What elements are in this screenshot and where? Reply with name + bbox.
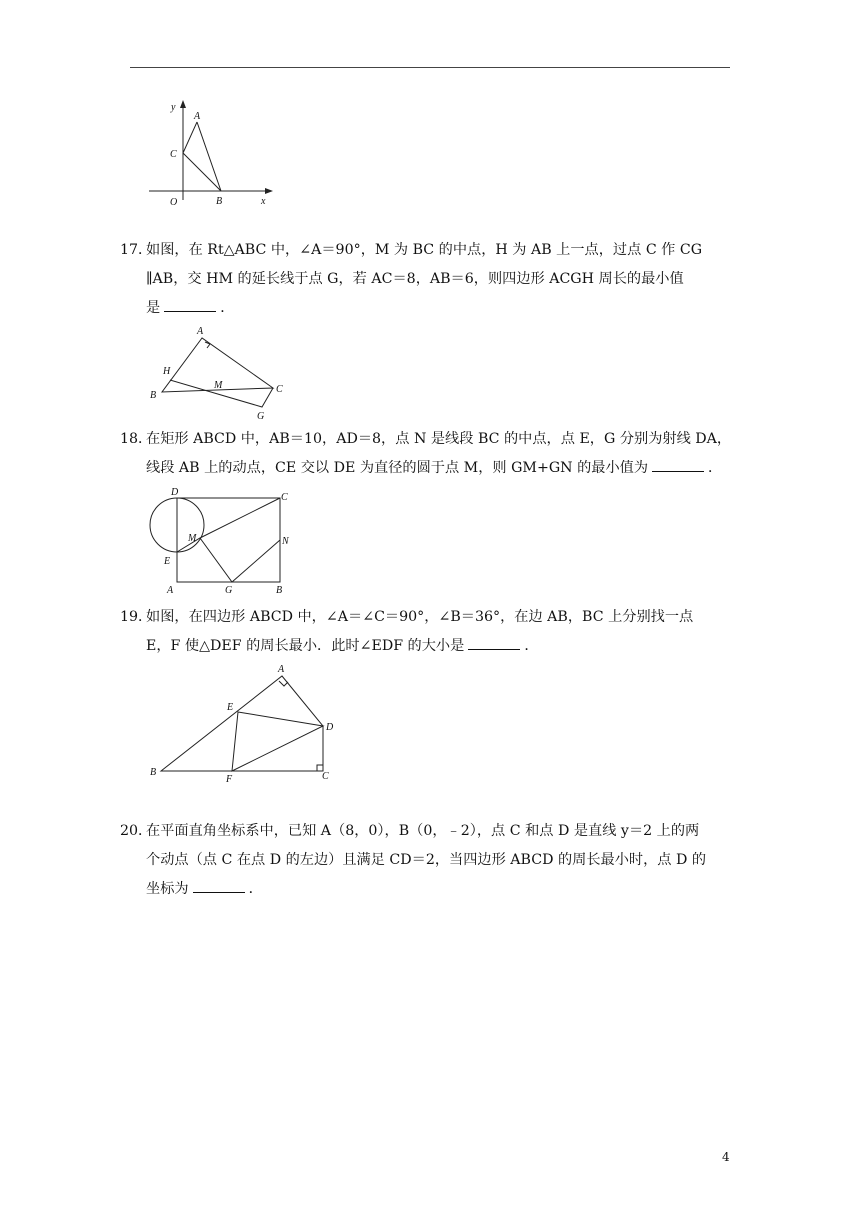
label-c: C xyxy=(281,492,288,503)
label-h: H xyxy=(163,366,171,377)
question-number: 20． xyxy=(120,823,153,839)
label-a: A xyxy=(278,664,285,675)
question-text-line: 如图，在 Rt△ABC 中，∠A＝90°，M 为 BC 的中点，H 为 AB 上一点，过点 C 作 CG xyxy=(146,242,703,258)
x-axis-arrow xyxy=(265,188,273,194)
label-y: y xyxy=(171,102,176,113)
label-d: D xyxy=(326,722,334,733)
q17-figure xyxy=(145,322,295,422)
question-number: 19． xyxy=(120,609,153,625)
label-c: C xyxy=(170,149,177,160)
question-text-line: ∥AB，交 HM 的延长线于点 G，若 AC＝8，AB＝6，则四边形 ACGH 周长的最小值 xyxy=(146,271,684,287)
question-text-line: 是 ． xyxy=(146,300,235,316)
question-20 xyxy=(120,817,730,904)
label-b: B xyxy=(150,767,157,778)
page-number: 4 xyxy=(722,1150,730,1164)
header-rule xyxy=(130,67,730,68)
answer-blank[interactable] xyxy=(193,879,245,893)
answer-blank[interactable] xyxy=(164,298,216,312)
y-axis-arrow xyxy=(180,100,186,108)
q18-figure xyxy=(145,485,305,600)
question-18 xyxy=(120,425,732,483)
quadrilateral-abcd xyxy=(161,676,323,771)
triangle-def xyxy=(232,712,323,771)
q19-figure xyxy=(145,660,340,785)
label-e: E xyxy=(164,556,171,567)
answer-blank[interactable] xyxy=(468,636,520,650)
label-b: B xyxy=(276,585,283,596)
question-text-line: 如图，在四边形 ABCD 中，∠A＝∠C＝90°，∠B＝36°，在边 AB，BC 上分别找一点 xyxy=(146,609,694,625)
label-g: G xyxy=(225,585,233,596)
label-b: B xyxy=(150,390,157,401)
label-a: A xyxy=(167,585,174,596)
q16-figure xyxy=(145,98,280,213)
label-f: F xyxy=(226,774,233,785)
question-text-line: 在平面直角坐标系中，已知 A（8，0），B（0，﹣2），点 C 和点 D 是直线 y＝2 上的两 xyxy=(146,823,700,839)
question-text-line: 坐标为 ． xyxy=(146,881,263,897)
triangle-abc xyxy=(183,122,221,191)
question-17 xyxy=(120,236,730,323)
label-m: M xyxy=(188,533,197,544)
label-c: C xyxy=(322,771,329,782)
label-n: N xyxy=(282,536,289,547)
label-c: C xyxy=(276,384,283,395)
label-b: B xyxy=(216,196,223,207)
question-number: 18． xyxy=(120,431,153,447)
question-number: 17． xyxy=(120,242,153,258)
answer-blank[interactable] xyxy=(652,458,704,472)
label-a: A xyxy=(194,111,201,122)
label-a: A xyxy=(197,326,204,337)
question-text-line: 线段 AB 上的动点，CE 交以 DE 为直径的圆于点 M，则 GM+GN 的最小值为 ． xyxy=(146,460,723,476)
question-19 xyxy=(120,603,730,661)
label-x: x xyxy=(261,196,266,207)
question-text-line: 在矩形 ABCD 中，AB＝10，AD＝8，点 N 是线段 BC 的中点，点 E，G 分别为射线 DA， xyxy=(146,431,732,447)
question-text-line: 个动点（点 C 在点 D 的左边）且满足 CD＝2，当四边形 ABCD 的周长最小时，点 D 的 xyxy=(146,852,707,868)
segment-mg-gn xyxy=(200,538,280,582)
label-g: G xyxy=(257,411,265,422)
label-e: E xyxy=(227,702,234,713)
label-o: O xyxy=(170,197,178,208)
label-m: M xyxy=(214,380,223,391)
label-d: D xyxy=(171,487,179,498)
question-text-line: E，F 使△DEF 的周长最小．此时∠EDF 的大小是 ． xyxy=(146,638,539,654)
